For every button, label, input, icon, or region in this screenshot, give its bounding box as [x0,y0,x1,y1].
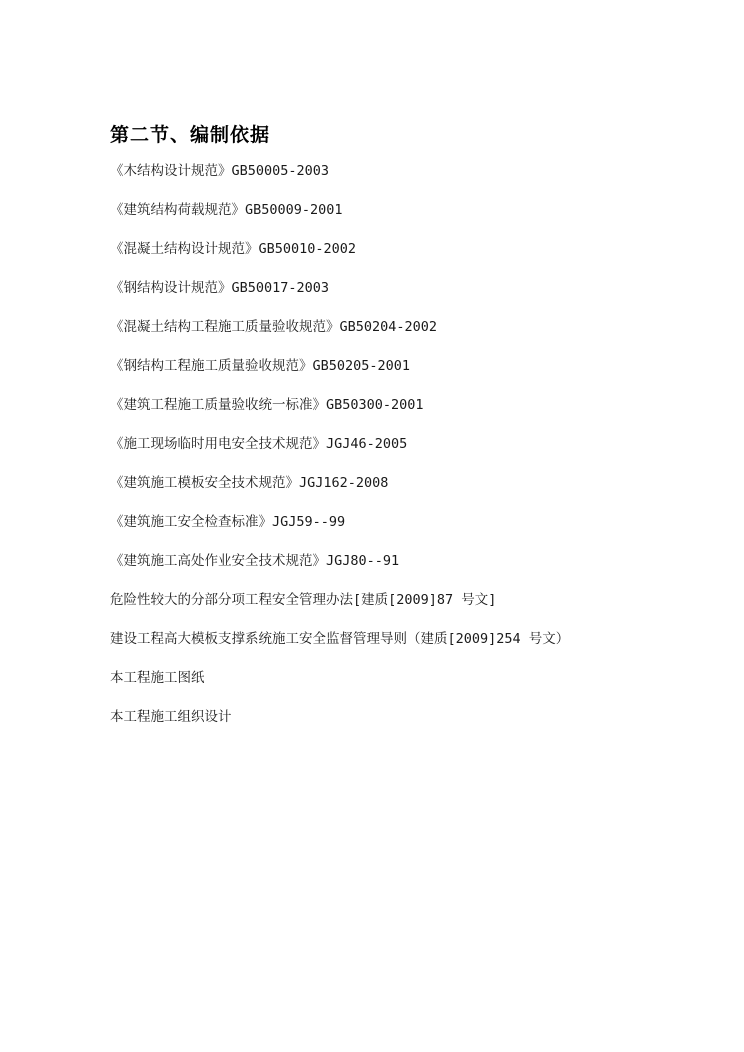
reference-item: 本工程施工图纸 [110,670,205,686]
reference-item: 《木结构设计规范》GB50005-2003 [110,163,330,179]
section-heading: 第二节、编制依据 [110,124,271,146]
reference-item: 危险性较大的分部分项工程安全管理办法[建质[2009]87 号文] [110,592,497,608]
reference-item: 建设工程高大模板支撑系统施工安全监督管理导则（建质[2009]254 号文） [110,631,570,647]
reference-item: 《钢结构工程施工质量验收规范》GB50205-2001 [110,358,411,374]
reference-list [110,160,569,745]
reference-item: 《建筑工程施工质量验收统一标准》GB50300-2001 [110,397,424,413]
reference-item: 《钢结构设计规范》GB50017-2003 [110,280,330,296]
reference-item: 《建筑施工高处作业安全技术规范》JGJ80--91 [110,553,400,569]
reference-item: 《建筑施工模板安全技术规范》JGJ162-2008 [110,475,389,491]
reference-item: 《混凝土结构工程施工质量验收规范》GB50204-2002 [110,319,438,335]
reference-item: 《建筑施工安全检查标准》JGJ59--99 [110,514,346,530]
reference-item: 本工程施工组织设计 [110,709,232,725]
reference-item: 《混凝土结构设计规范》GB50010-2002 [110,241,357,257]
reference-item: 《施工现场临时用电安全技术规范》JGJ46-2005 [110,436,408,452]
reference-item: 《建筑结构荷载规范》GB50009-2001 [110,202,343,218]
